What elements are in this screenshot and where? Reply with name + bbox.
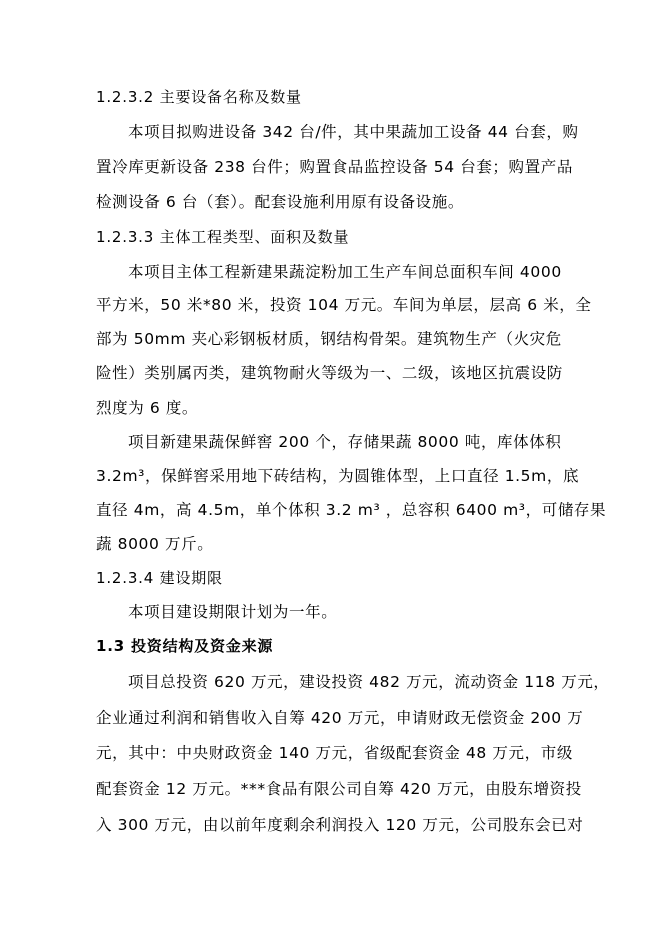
paragraph-line: 险性）类别属丙类，建筑物耐火等级为一、二级，该地区抗震设防 (96, 364, 563, 382)
paragraph-line: 本项目建设期限计划为一年。 (128, 603, 338, 621)
paragraph-line: 企业通过利润和销售收入自筹 420 万元，申请财政无偿资金 200 万 (96, 709, 584, 727)
paragraph-line: 置冷库更新设备 238 台件；购置食品监控设备 54 台套；购置产品 (96, 158, 573, 176)
paragraph-line: 烈度为 6 度。 (96, 399, 199, 417)
paragraph-line: 3.2m³，保鲜窖采用地下砖结构，为圆锥体型，上口直径 1.5m，底 (96, 467, 580, 485)
paragraph-line: 元，其中：中央财政资金 140 万元，省级配套资金 48 万元，市级 (96, 744, 573, 762)
paragraph-line: 配套资金 12 万元。***食品有限公司自筹 420 万元，由股东增资投 (96, 780, 582, 798)
paragraph-line: 本项目拟购进设备 342 台/件，其中果蔬加工设备 44 台套，购 (128, 123, 579, 141)
paragraph-line: 直径 4m，高 4.5m，单个体积 3.2 m³ ，总容积 6400 m³，可储存果 (96, 501, 607, 519)
heading-1-3: 1.3 投资结构及资金来源 (96, 637, 274, 655)
paragraph-line: 项目总投资 620 万元，建设投资 482 万元，流动资金 118 万元， (128, 673, 610, 691)
paragraph-line: 平方米，50 米*80 米，投资 104 万元。车间为单层，层高 6 米，全 (96, 296, 592, 314)
paragraph-line: 部为 50mm 夹心彩钢板材质，钢结构骨架。建筑物生产（火灾危 (96, 330, 562, 348)
heading-1-2-3-4: 1.2.3.4 建设期限 (96, 569, 223, 587)
heading-1-2-3-2: 1.2.3.2 主要设备名称及数量 (96, 88, 302, 106)
paragraph-line: 本项目主体工程新建果蔬淀粉加工生产车间总面积车间 4000 (128, 263, 562, 281)
paragraph-line: 项目新建果蔬保鲜窖 200 个，存储果蔬 8000 吨，库体体积 (128, 433, 562, 451)
paragraph-line: 检测设备 6 台（套）。配套设施利用原有设备设施。 (96, 193, 464, 211)
paragraph-line: 蔬 8000 万斤。 (96, 535, 214, 553)
heading-1-2-3-3: 1.2.3.3 主体工程类型、面积及数量 (96, 228, 350, 246)
paragraph-line: 入 300 万元，由以前年度剩余利润投入 120 万元，公司股东会已对 (96, 816, 584, 834)
